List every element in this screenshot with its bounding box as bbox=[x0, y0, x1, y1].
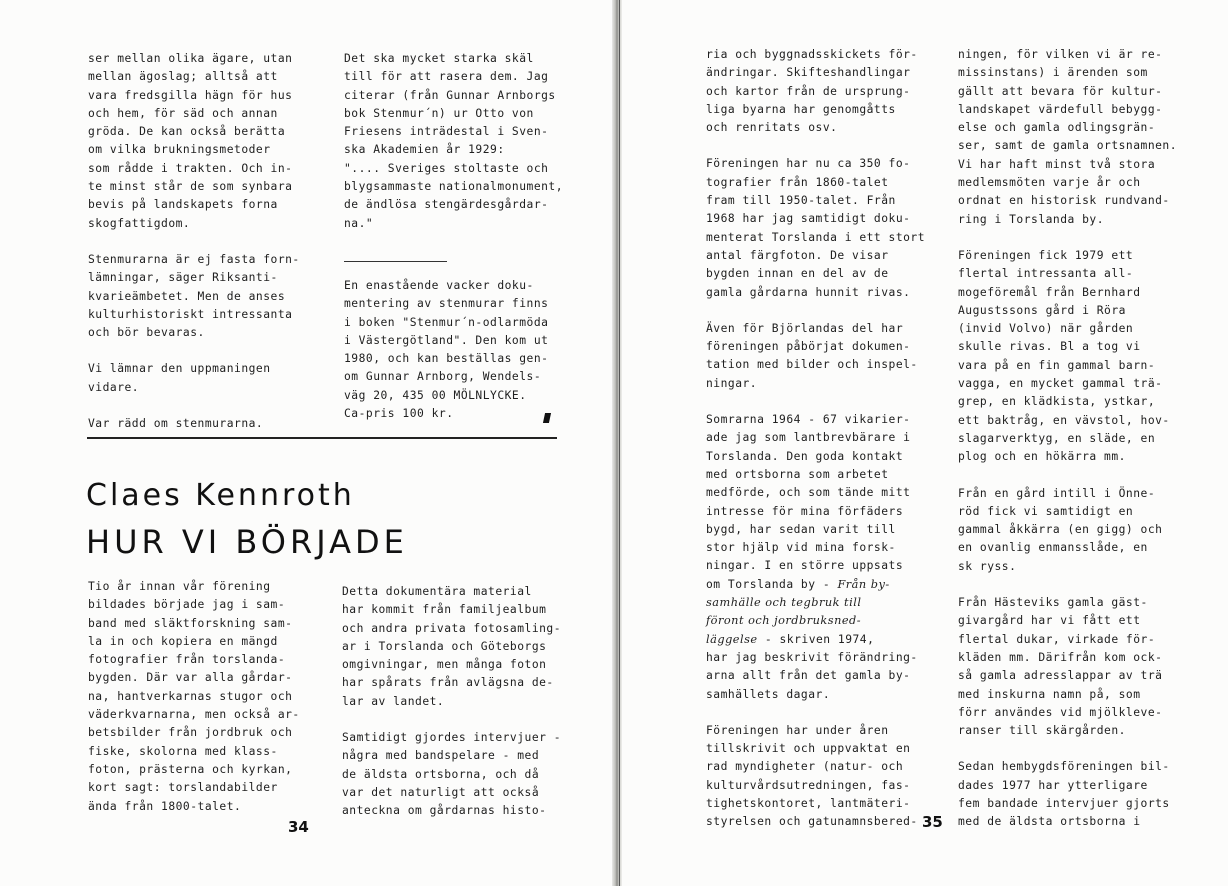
paragraph: Föreningen har nu ca 350 fo- tografier från 1860-talet fram till 1950-talet. Från 1968 har jag samtidigt doku- menterat Torslanda i ett stort antal färgfoton. De visar bygden innan en del av de gamla gårdarna hunnit rivas. bbox=[706, 157, 926, 299]
paragraph: Stenmurarna är ej fasta forn- lämningar, säger Riksanti- kvarieämbetet. Men de anses kulturhistoriskt intressanta och bör bevaras. bbox=[88, 252, 300, 340]
paragraph: Var rädd om stenmurarna. bbox=[88, 417, 264, 431]
left-top-column-1 bbox=[88, 50, 328, 433]
paragraph: Även för Björlandas del har föreningen påbörjat dokumen- tation med bilder och inspel- ningar. bbox=[706, 321, 918, 390]
paragraph-text: Somrarna 1964 - 67 vikarier- ade jag som lantbrevbärare i Torslanda. Den goda kontakt med ortsborna som arbetet medförde, och som tände mitt intresse för mina förfäders bygd, har sedan varit till stor hjälp vid mina forsk- ningar. I en större uppsats om Torslanda by - bbox=[706, 413, 911, 591]
divider-long bbox=[87, 437, 557, 439]
paragraph: Från Hästeviks gamla gäst- givargård har vi fått ett flertal dukar, virkade för- kläden mm. Därifrån kom ock- så gamla adresslappar av trä med inskurna namn på, som förr användes vid mjölkleve- ranser till skärgården. bbox=[958, 596, 1163, 738]
quote-paragraph: Det ska mycket starka skäl till för att rasera dem. Jag citerar (från Gunnar Arnborgs bok Stenmur´n) ur Otto von Friesens inträdestal i Sven- ska Akademien år 1929: ".... Sveriges stoltaste och blygsammaste nationalmonument, de ändlösa stengärdesgårdar- na." bbox=[344, 52, 564, 230]
paragraph-text: - skriven 1974, har jag beskrivit förändring- arna allt från det gamla by- samhällets dagar. bbox=[706, 632, 918, 701]
left-bottom-column-2 bbox=[342, 583, 564, 821]
paragraph bbox=[706, 411, 932, 704]
paragraph: ria och byggnadsskickets för- ändringar. Skifteshandlingar och kartor från de ursprung- liga byarna har genomgåtts och renritats osv. bbox=[706, 48, 918, 135]
right-column-1 bbox=[706, 46, 932, 832]
page-number-left: 34 bbox=[288, 818, 309, 836]
page-number-right: 35 bbox=[922, 813, 943, 831]
gutter-line bbox=[619, 0, 620, 886]
divider-short bbox=[344, 261, 447, 262]
essay-title: Från by- samhälle och tegbruk till föront och jordbruksned- läggelse bbox=[706, 577, 890, 646]
paragraph: Föreningen fick 1979 ett flertal intressanta all- mogeföremål från Bernhard Augustssons gård i Röra (invid Volvo) när gården skulle rivas. Bl a tog vi vara på en fin gammal barn- vagga, en mycket gammal trä- grep, en klädkista, ystkar, ett baktråg, en vävstol, hov- slagarverktyg, en släde, en plog och en hökärra mm. bbox=[958, 248, 1170, 464]
paragraph: Samtidigt gjordes intervjuer - några med bandspelare - med de äldsta ortsborna, och då var det naturligt att också anteckna om gårdarnas histo- bbox=[342, 731, 562, 818]
left-bottom-column-1 bbox=[88, 578, 318, 816]
left-top-column-2 bbox=[344, 50, 566, 423]
paragraph: Vi lämnar den uppmaningen vidare. bbox=[88, 362, 271, 394]
paragraph: Föreningen har under åren tillskrivit och uppvaktat en rad myndigheter (natur- och kulturvårdsutredningen, fas- tighetskontoret, lantmäteri- styrelsen och gatunamnsbered- bbox=[706, 723, 918, 829]
paragraph: Tio år innan vår förening bildades började jag i sam- band med släktforskning sam- la in och kopiera en mängd fotografier från torslanda- bygden. Där var alla gårdar- na, hantverkarnas stugor och väderkvarnarna, men också ar- betsbilder från jordbruk och fiske, skolorna med klass- foton, prästerna och kyrkan, kort sagt: torslandabilder ända från 1800-talet. bbox=[88, 580, 300, 813]
paragraph: ningen, för vilken vi är re- missinstans) i ärenden som gällt att bevara för kultur- landskapet värdefull bebygg- else och gamla odlingsgrän- ser, samt de gamla ortsnamnen. Vi har haft minst två stora medlemsmöten varje år och ordnat en historisk rundvand- ring i Torslanda by. bbox=[958, 48, 1178, 226]
article-title: HUR VI BÖRJADE bbox=[86, 523, 408, 561]
paragraph: ser mellan olika ägare, utan mellan ägoslag; alltså att vara fredsgilla hägn för hus och hem, för säd och annan gröda. De kan också berätta om vilka brukningsmetoder som rådde i trakten. Och in- te minst står de som synbara bevis på landskapets forna skogfattigdom. bbox=[88, 52, 293, 230]
article-author: Claes Kennroth bbox=[86, 478, 355, 513]
paragraph: Från en gård intill i Önne- röd fick vi samtidigt en gammal åkkärra (en gigg) och en ovanlig enmansslåde, en sk ryss. bbox=[958, 486, 1163, 573]
right-column-2 bbox=[958, 46, 1190, 832]
book-recommendation: En enastående vacker doku- mentering av stenmurar finns i boken "Stenmur´n-odlarmöda i Västergötland". Den kom ut 1980, och kan beställas gen- om Gunnar Arnborg, Wendels- väg 20, 435 00 MÖLNLYCKE. Ca-pris 100 kr. bbox=[344, 278, 549, 421]
paragraph: Detta dokumentära material har kommit från familjealbum och andra privata fotosamling- ar i Torslanda och Göteborgs omgivningar, men många foton har spårats från avlägsna de- lar av landet. bbox=[342, 585, 562, 708]
book-gutter bbox=[612, 0, 622, 886]
paragraph: Sedan hembygdsföreningen bil- dades 1977 har ytterligare fem bandade intervjuer gjorts med de äldsta ortsborna i bbox=[958, 760, 1170, 829]
